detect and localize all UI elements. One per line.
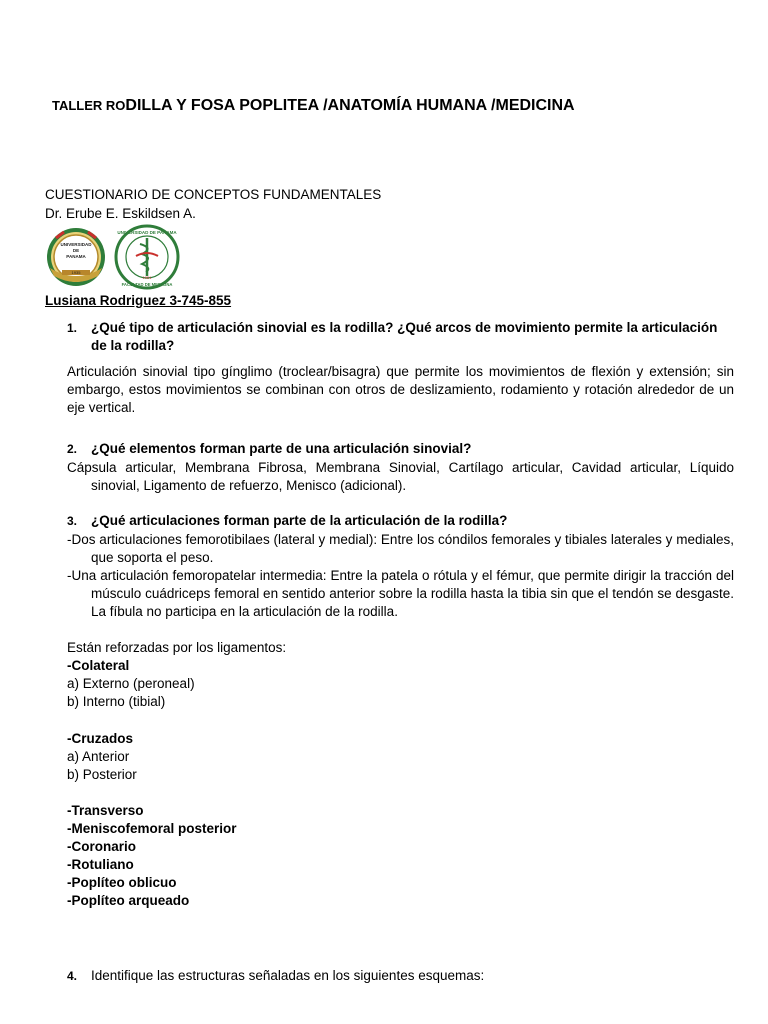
ligament-item: b) Posterior: [67, 767, 137, 782]
ligament-item: b) Interno (tibial): [67, 694, 166, 709]
question-3: [67, 512, 734, 530]
ligament-item: a) Externo (peroneal): [67, 676, 195, 691]
ligament-other: -Transverso: [67, 803, 144, 818]
question-number: 2.: [67, 442, 78, 456]
question-number: 1.: [67, 321, 78, 335]
answer-3-part-2: -Una articulación femoropatelar intermedia: Entre la patela o rótula y el fémur, que permite dirigir la tracción del músculo cuádriceps femoral en sentido anterior sobre la rodilla hasta la tibia sin que el tendón se desgaste. La fíbula no participa en la articulación de la rodilla.: [67, 568, 734, 619]
question-number: 3.: [67, 514, 78, 528]
question-text: ¿Qué elementos forman parte de una articulación sinovial?: [91, 441, 472, 456]
title-prefix: TALLER RO: [52, 98, 126, 113]
answer-3-part-1: -Dos articulaciones femorotibilaes (lateral y medial): Entre los cóndilos femorales y tibiales laterales y mediales, que soporta el peso.: [67, 532, 734, 565]
answer-2: Cápsula articular, Membrana Fibrosa, Membrana Sinovial, Cartílago articular, Cavidad articular, Líquido sinovial, Ligamento de refuerzo, Menisco (adicional).: [67, 460, 734, 493]
svg-text:FACULTAD DE MEDICINA: FACULTAD DE MEDICINA: [121, 282, 173, 287]
student-name: Lusiana Rodriguez 3-745-855: [45, 293, 232, 308]
svg-text:1935: 1935: [71, 270, 81, 275]
question-number: 4.: [67, 969, 78, 983]
ligament-group-title: -Colateral: [67, 658, 130, 673]
university-of-panama-seal-icon: [44, 224, 108, 290]
question-1: [67, 319, 734, 353]
seal1-text: UNIVERSIDAD: [60, 242, 92, 247]
question-text: ¿Qué articulaciones forman parte de la articulación de la rodilla?: [91, 513, 508, 528]
svg-text:PANAMA: PANAMA: [66, 254, 86, 259]
document-title: [52, 97, 575, 115]
question-text: Identifique las estructuras señaladas en los siguientes esquemas:: [91, 968, 485, 983]
svg-text:UNIVERSIDAD DE PANAMA: UNIVERSIDAD DE PANAMA: [117, 230, 177, 235]
question-text: ¿Qué tipo de articulación sinovial es la rodilla? ¿Qué arcos de movimiento permite la articulación de la rodilla?: [91, 320, 718, 353]
ligament-other: -Coronario: [67, 839, 136, 854]
ligament-other: -Meniscofemoral posterior: [67, 821, 237, 836]
svg-text:1951: 1951: [142, 275, 152, 280]
document-subtitle: CUESTIONARIO DE CONCEPTOS FUNDAMENTALES: [45, 187, 382, 202]
ligament-other: -Poplíteo arqueado: [67, 893, 190, 908]
faculty-of-medicine-seal-icon: [112, 224, 182, 290]
answer-1: Articulación sinovial tipo gínglimo (troclear/bisagra) que permite los movimientos de flexión y extensión; sin embargo, estos movimientos se combinan con otros de deslizamiento, rodamiento y rotación alrededor de un eje vertical.: [67, 364, 734, 415]
question-4: [67, 967, 734, 985]
title-main: DILLA Y FOSA POPLITEA /ANATOMÍA HUMANA /MEDICINA: [125, 97, 575, 114]
ligament-other: -Poplíteo oblicuo: [67, 875, 177, 890]
ligament-item: a) Anterior: [67, 749, 130, 764]
ligaments-intro: Están reforzadas por los ligamentos:: [67, 640, 287, 655]
ligament-other: -Rotuliano: [67, 857, 134, 872]
question-2: [67, 440, 734, 458]
author-name: Dr. Erube E. Eskildsen A.: [45, 206, 196, 221]
ligament-group-title: -Cruzados: [67, 731, 134, 746]
logos: [44, 224, 184, 290]
svg-text:DE: DE: [72, 248, 80, 253]
